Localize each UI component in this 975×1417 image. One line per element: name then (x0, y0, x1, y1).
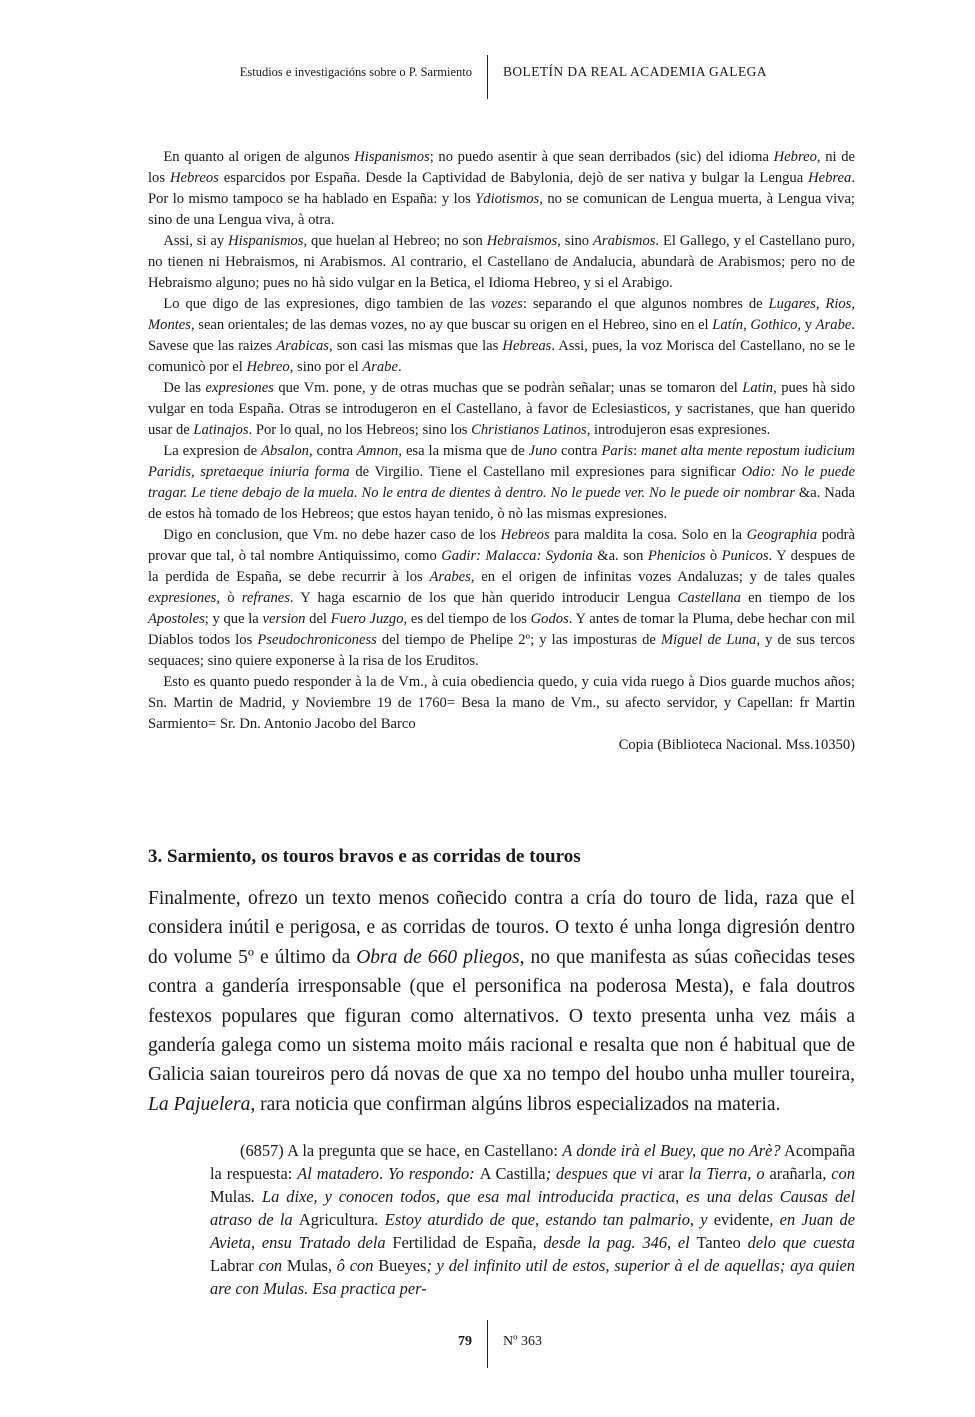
italic-segment: refranes (241, 590, 290, 606)
text-segment: . Por lo mismo tampoco se ha hablado en España: y los (148, 170, 855, 207)
italic-segment: ; despues que vi (545, 1164, 659, 1183)
italic-segment: , en Juan de Avieta, ensu Tratado dela (210, 1210, 855, 1252)
text-segment: . Y antes de tomar la Pluma, debe hechar con mil Diablos todos los (148, 611, 855, 648)
text-segment: , ò (216, 590, 242, 606)
text-segment: Mulas (286, 1256, 328, 1275)
header-divider (487, 55, 488, 99)
text-segment: ; y que la (204, 611, 263, 627)
text-segment: , rara noticia que confirman algúns libros especializados na materia. (250, 1093, 781, 1115)
italic-segment: Arabe (362, 359, 398, 375)
text-segment: , sino por el (289, 359, 363, 375)
italic-segment: Latin (742, 380, 774, 396)
text-segment: arañarla (769, 1164, 823, 1183)
text-segment: Acompaña la respuesta: (210, 1141, 855, 1183)
running-header-right: BOLETÍN DA REAL ACADEMIA GALEGA (503, 64, 767, 79)
letter-paragraph (148, 147, 855, 231)
italic-segment: La Pajuelera (148, 1093, 251, 1115)
text-segment: para maldita la cosa. Solo en la (549, 527, 747, 543)
letter-paragraph (148, 672, 855, 735)
page-number: 79 (458, 1334, 472, 1349)
text-segment: En quanto al origen de algunos (163, 149, 355, 165)
text-segment: , son casi las mismas que las (328, 338, 503, 354)
italic-segment: Amnon (356, 443, 399, 459)
italic-segment: delo que cuesta (740, 1233, 855, 1252)
italic-segment: Fuero Juzgo (330, 611, 404, 627)
italic-segment: , con (822, 1164, 855, 1183)
letter-paragraph (148, 294, 855, 378)
text-segment: , sino (557, 233, 593, 249)
italic-segment: Miguel de Luna (661, 632, 757, 648)
italic-segment: Christianos Latinos (471, 422, 587, 438)
text-segment: , no que manifesta as súas coñecidas teses contra a gandería irresponsable (que el personifica na poderosa Mesta), e fala doutros festexos populares que figuran como alternativos. O texto presenta unha vez máis a gandería galega como un sistema moito máis racional e resalta que non é habitual que de Galicia saian toureiros pero dá novas de que xa no tempo del houbo unha muller toureira, (148, 946, 855, 1086)
italic-segment: Hebreos (500, 527, 550, 543)
text-segment: , no se comunican de Lengua muerta, à Lengua viva; sino de una Lengua viva, à otra. (148, 191, 855, 228)
text-segment: Lo que digo de las expresiones, digo tambien de las (163, 296, 492, 312)
italic-segment: Godos (530, 611, 569, 627)
italic-segment: . Estoy aturdido de que, estando tan palmario, y (374, 1210, 714, 1229)
text-segment: . El Gallego, y el Castellano puro, no tienen ni Hebraismos, ni Arabismos. Al contrario, el Castellano de Andalucia, abundarà de Arabismos; pero no de Hebraismo alguno; pues no hà sido vulgar en la Betica, el Idioma Hebreo, y si el Arabigo. (148, 233, 855, 291)
text-segment: , y de sus tercos sequaces; sino quiere exponerse à la risa de los Eruditos. (148, 632, 855, 669)
letter-paragraph (148, 378, 855, 441)
italic-segment: Arabismos (592, 233, 656, 249)
italic-segment: version (262, 611, 306, 627)
text-segment: Mulas (210, 1187, 251, 1206)
text-segment: en tiempo de los (740, 590, 855, 606)
italic-segment: Hebreos (169, 170, 219, 186)
italic-segment: Obra de 660 pliegos (356, 946, 520, 968)
italic-segment: Hispanismos (228, 233, 304, 249)
italic-segment: Latinajos (193, 422, 249, 438)
letter-paragraph (148, 441, 855, 525)
text-segment: , en el origen de infinitas vozes Andaluzas; y de tales quales (470, 569, 855, 585)
italic-segment: Arabe (815, 317, 852, 333)
italic-segment: Al matadero (297, 1164, 379, 1183)
italic-segment: Odio: No le puede tragar. Le tiene debajo de la muela. No le entra de dientes à dentro. No le puede ver. No le puede oir nombrar (148, 464, 855, 501)
text-segment: Labrar (210, 1256, 254, 1275)
italic-segment: Hebreo (246, 359, 290, 375)
italic-segment: Arabes (429, 569, 471, 585)
section-title: 3. Sarmiento, os touros bravos e as corridas de touros (148, 846, 581, 867)
text-segment: , que huelan al Hebreo; no son (303, 233, 487, 249)
italic-segment: Castellana (677, 590, 741, 606)
letter-paragraph (148, 231, 855, 294)
issue-number: Nº 363 (503, 1334, 542, 1349)
letter-text (148, 147, 855, 756)
text-segment: , es del tiempo de los (403, 611, 531, 627)
text-segment: Agricultura (298, 1210, 375, 1229)
text-segment: de Virgilio. Tiene el Castellano mil expresiones para significar (349, 464, 742, 480)
text-segment: . Y despues de la perdida de España, se debe recurrir à los (148, 548, 855, 585)
italic-segment: con (253, 1256, 287, 1275)
text-segment: , sean orientales; de las demas vozes, no ay que buscar su origen en el Hebreo, sino en el (190, 317, 713, 333)
text-segment: , pues hà sido vulgar en toda España. Otras se introdugeron en el Castellano, à favor de Eclesiasticos, y sacristanes, que han querido usar de (148, 380, 855, 438)
italic-segment: Pseudochroniconess (257, 632, 377, 648)
text-segment: Finalmente, ofrezo un texto menos coñecido contra a cría do touro de lida, raza que el considera inútil e perigosa, e as corridas de touros. O texto é unha longa digresión dentro do volume 5º e último da (148, 888, 855, 968)
text-segment: podrà provar que tal, ò tal nombre Antiquissimo, como (148, 527, 855, 564)
italic-segment: Hispanismos (354, 149, 430, 165)
text-segment: . (379, 1164, 384, 1183)
quote-paragraph (210, 1139, 855, 1300)
italic-segment: expresiones (205, 380, 274, 396)
italic-segment: , desde la pag. 346, el (532, 1233, 697, 1252)
text-segment: . Por lo qual, no los Hebreos; sino los (248, 422, 472, 438)
italic-segment: Juno (528, 443, 558, 459)
text-segment: esparcidos por España. Desde la Captividad de Babylonia, dejò de ser nativa y bulgar la Lengua (218, 170, 809, 186)
text-segment: : (633, 443, 642, 459)
italic-segment: vozes (491, 296, 523, 312)
italic-segment: Hebreo (773, 149, 817, 165)
text-segment: . (397, 359, 402, 375)
text-segment: del tiempo de Phelipe 2º; y las imposturas de (376, 632, 661, 648)
italic-segment: Lugares, Rios, Montes (148, 296, 855, 333)
text-segment: Assi, si ay (163, 233, 229, 249)
text-segment: . Savese que las raizes (148, 317, 855, 354)
body-text (148, 884, 855, 1119)
text-segment: , ni de los (148, 149, 855, 186)
text-segment: A Castilla (479, 1164, 546, 1183)
italic-segment: Hebraismos (486, 233, 558, 249)
text-segment: , y (797, 317, 816, 333)
text-segment: La expresion de (163, 443, 262, 459)
body-paragraph (148, 884, 855, 1119)
text-segment: &a. Nada de estos hà tomado de los Hebreos; que estos hayan tenido, ò nò las mismas expresiones. (148, 485, 855, 522)
italic-segment: Punicos (721, 548, 769, 564)
italic-segment: Yo respondo: (383, 1164, 480, 1183)
text-segment: &a. son (592, 548, 648, 564)
text-segment: , introdujeron esas expresiones. (586, 422, 771, 438)
italic-segment: Ydiotismos (475, 191, 540, 207)
text-segment: : separando el que algunos nombres de (522, 296, 769, 312)
block-quote (210, 1139, 855, 1300)
italic-segment: Hebreas (502, 338, 552, 354)
italic-segment: la Tierra, o (683, 1164, 770, 1183)
italic-segment: . La dixe, y conocen todos, que esa mal introducida practica, es una delas Causas del atraso de la (210, 1187, 855, 1229)
text-segment: De las (163, 380, 206, 396)
italic-segment: , ô con (327, 1256, 379, 1275)
running-header-left: Estudios e investigacións sobre o P. Sarmiento (239, 65, 472, 79)
italic-segment: Hebrea (808, 170, 852, 186)
italic-segment: Geographia (746, 527, 818, 543)
text-segment: , contra (308, 443, 357, 459)
italic-segment: Apostoles (148, 611, 205, 627)
italic-segment: ; y del infinito util de estos, superior à el de aquellas; aya quien are con Mulas. Esa practica per- (210, 1256, 855, 1298)
italic-segment: Arabicas (276, 338, 329, 354)
italic-segment: Phenicios (647, 548, 706, 564)
italic-segment: Latín, Gothico (712, 317, 798, 333)
text-segment: del (305, 611, 331, 627)
text-segment: ò (705, 548, 722, 564)
italic-segment: expresiones (148, 590, 217, 606)
letter-source: Copia (Biblioteca Nacional. Mss.10350) (618, 737, 855, 753)
text-segment: arar (658, 1164, 684, 1183)
text-segment: Bueyes (378, 1256, 427, 1275)
letter-paragraph (148, 525, 855, 672)
text-segment: evidente (713, 1210, 770, 1229)
italic-segment: Paris (601, 443, 634, 459)
text-segment: Tanteo (696, 1233, 741, 1252)
text-segment: ; no puedo asentir à que sean derribados (sic) del idioma (429, 149, 774, 165)
text-segment: Digo en conclusion, que Vm. no debe hazer caso de los (163, 527, 501, 543)
text-segment: Esto es quanto puedo responder à la de Vm., à cuia obediencia quedo, y cuia vida ruego à Dios guarde muchos años; Sn. Martin de Madrid, y Noviembre 19 de 1760= Besa la mano de Vm., su afecto servidor, y Capellan: fr Martin Sarmiento= Sr. Dn. Antonio Jacobo del Barco (148, 674, 855, 732)
text-segment: Fertilidad de España (392, 1233, 533, 1252)
italic-segment: Absalon (261, 443, 309, 459)
italic-segment: A donde irà el Buey, que no Arè? (562, 1141, 781, 1160)
text-segment: que Vm. pone, y de otras muchas que se podràn señalar; unas se tomaron del (273, 380, 743, 396)
text-segment: contra (557, 443, 602, 459)
italic-segment: Gadir: Malacca: Sydonia (441, 548, 593, 564)
text-segment: . Y haga escarnio de los que hàn querido introducir Lengua (289, 590, 678, 606)
footer-divider (487, 1320, 488, 1368)
text-segment: . Assi, pues, la voz Morisca del Castellano, no se le comunicò por el (148, 338, 855, 375)
text-segment: , esa la misma que de (398, 443, 529, 459)
text-segment: (6857) A la pregunta que se hace, en Castellano: (240, 1141, 563, 1160)
italic-segment: manet alta mente repostum iudicium Paridis, spretaeque iniuria forma (148, 443, 855, 480)
